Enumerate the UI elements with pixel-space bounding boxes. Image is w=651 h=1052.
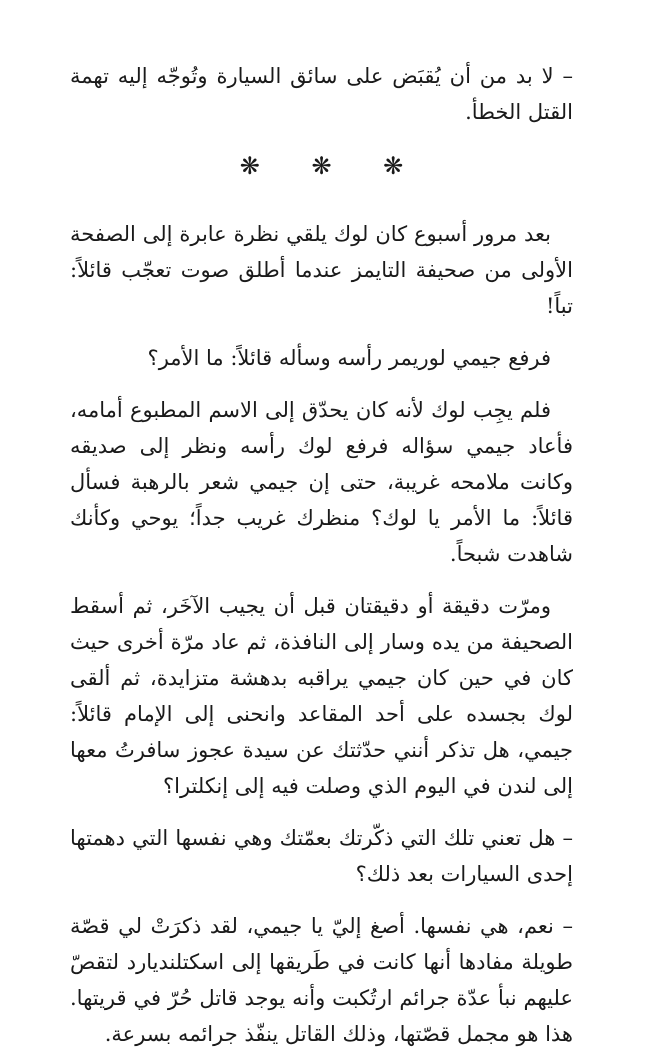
paragraph-dialogue-7: – نعم، هي نفسها. أصغ إليّ يا جيمي، لقد ذكرَتْ لي قصّة طويلة مفادها أنها كانت في طَريقها إلى اسكتلنديارد لتقصّ عليهم نبأ عدّة جرائم ارتُكبت وأنه يوجد قاتل حُرّ في قريتها. هذا هو مجمل قصّتها، وذلك القاتل ينفّذ جرائمه بسرعة. xyxy=(70,914,573,1046)
paragraph-2: بعد مرور أسبوع كان لوك يلقي نظرة عابرة إلى الصفحة الأولى من صحيفة التايمز عندما أطلق صوت تعجّب قائلاً: تباً! xyxy=(70,222,573,318)
paragraph-dialogue-1: – لا بد من أن يُقبَض على سائق السيارة وتُوجّه إليه تهمة القتل الخطأ. xyxy=(70,64,573,124)
paragraph-3: فرفع جيمي لوريمر رأسه وسأله قائلاً: ما الأمر؟ xyxy=(147,346,551,370)
section-separator: ❋ ❋ ❋ xyxy=(239,152,426,180)
paragraph-dialogue-6: – هل تعني تلك التي ذكّرتك بعمّتك وهي نفسها التي دهمتها إحدى السيارات بعد ذلك؟ xyxy=(70,826,573,886)
paragraph-4: فلم يجِب لوك لأنه كان يحدّق إلى الاسم المطبوع أمامه، فأعاد جيمي سؤاله فرفع لوك رأسه ونظر إلى صديقه وكانت ملامحه غريبة، حتى إن جيمي شعر بالرهبة فسأل قائلاً: ما الأمر يا لوك؟ منظرك غريب جداً؛ يوحي وكأنك شاهدت شبحاً. xyxy=(70,398,573,566)
paragraph-5: ومرّت دقيقة أو دقيقتان قبل أن يجيب الآخَر، ثم أسقط الصحيفة من يده وسار إلى النافذة، ثم عاد مرّة أخرى حيث كان في حين كان جيمي يراقبه بدهشة متزايدة، ثم ألقى لوك بجسده على أحد المقاعد وانحنى إلى الإمام قائلاً: جيمي، هل تذكر أنني حدّثتك عن سيدة عجوز سافرتُ معها إلى لندن في اليوم الذي وصلت فيه إلى إنكلترا؟ xyxy=(70,594,573,798)
